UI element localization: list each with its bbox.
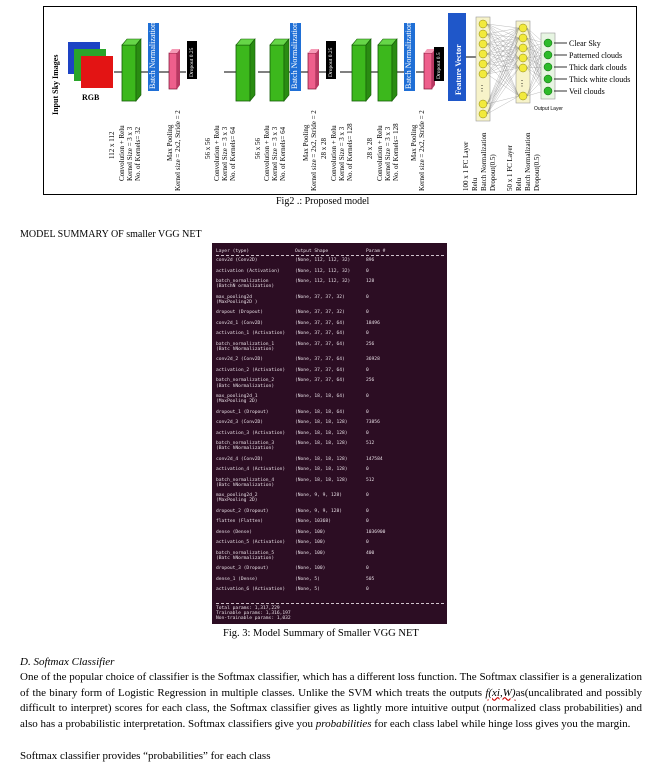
block1-pool-1: Max Pooling (166, 124, 174, 161)
fc1-label-1: 100 x 1 FC Layer (462, 141, 470, 191)
block2-conv-3: No. of Kernels= 64 (229, 126, 237, 181)
summary-cell-output-shape: (None, 18, 18, 128) (295, 456, 348, 462)
block3-conv-1: Convolution + Relu (263, 125, 271, 181)
summary-cell-params: 0 (366, 566, 369, 572)
summary-cell-params: 512 (366, 477, 375, 483)
summary-cell-layer: activation (Activation) (216, 268, 280, 274)
summary-cell-output-shape: (None, 112, 112, 32) (295, 279, 351, 284)
summary-cell-output-shape: (None, 100) (295, 540, 326, 546)
conv-block-4 (352, 39, 371, 101)
summary-cell-output-shape: (None, 18, 18, 128) (295, 441, 348, 446)
fc2-label-4: Dropout(0.5) (533, 154, 541, 191)
summary-cell-output-shape: (None, 37, 37, 32) (295, 310, 345, 316)
conv-block-5 (378, 39, 397, 101)
block1-size: 112 x 112 (108, 131, 116, 159)
input-label: Input Sky Images (51, 54, 60, 115)
summary-cell-output-shape: (None, 18, 18, 64) (295, 393, 345, 399)
summary-cell-params: 0 (366, 519, 369, 525)
summary-cell-params: 0 (366, 430, 369, 436)
rgb-red-square (81, 56, 113, 88)
block5-conv-3: No. of Kernels= 128 (392, 123, 400, 181)
summary-cell-params: 0 (366, 540, 369, 546)
batch-norm-label-1: Batch Normalization (148, 22, 157, 89)
class-label-thick-white-clouds: Thick white clouds (569, 75, 631, 84)
summary-cell-output-shape: (None, 112, 112, 32) (295, 268, 351, 274)
block2-conv-1: Convolution + Relu (213, 125, 221, 181)
summary-cell-layer: flatten (Flatten) (216, 519, 264, 525)
dropout-bar-2 (326, 41, 336, 79)
summary-cell-layer: conv2d_3 (Conv2D) (216, 420, 264, 425)
summary-cell-layer: dropout_1 (Dropout) (216, 409, 269, 415)
summary-cell-params: 0 (366, 409, 369, 415)
summary-cell-layer: batch_normalization_3 (Batc hNormalization) (216, 441, 277, 452)
dropout-label-2: Dropout 0.25 (328, 47, 334, 77)
summary-cell-params: 0 (366, 508, 369, 514)
pool-block-2 (308, 49, 319, 89)
fig2-caption: Fig2 .: Proposed model (276, 196, 370, 207)
summary-cell-params: 0 (366, 268, 369, 274)
architecture-diagram (43, 6, 637, 195)
summary-cell-layer: conv2d (Conv2D) (216, 258, 258, 263)
summary-cell-output-shape: (None, 18, 18, 128) (295, 430, 348, 436)
summary-cell-params: 36928 (366, 357, 380, 363)
summary-cell-output-shape: (None, 37, 37, 64) (295, 331, 345, 337)
summary-cell-layer: batch_normalization_1 (Batc hNormalization) (216, 341, 277, 352)
summary-cell-params: 0 (366, 310, 369, 316)
summary-cell-params: 0 (366, 331, 369, 337)
class-label-clear-sky: Clear Sky (569, 39, 601, 48)
fc1-ellipsis: ⋮ (478, 84, 486, 93)
para-part-1: One of the popular choice of classifier is the Softmax classifier, which has a different loss function. The Softmax classifier is a generalization of the binary form of Logistic Regression in multiple classes. Unlike the SVM which treats the outputs (20, 671, 642, 699)
para-formula: f(xi,W) (485, 686, 516, 699)
class-label-veil-clouds: Veil clouds (569, 87, 605, 96)
dropout-bar-1 (187, 41, 197, 79)
summary-cell-output-shape: (None, 112, 112, 32) (295, 258, 351, 263)
conv-block-2 (236, 39, 255, 101)
summary-cell-params: 400 (366, 550, 375, 556)
para-part-2: as(uncalibrated and possibly difficult to interpret) scores for each class, the Softmax classifier gives as lightly more intuitive output (normalized class probabilities) and also has a probabilistic interpretation. Softmax classifiers give you (20, 686, 642, 730)
block1-conv-2: Kernel Size = 3 x 3 (126, 126, 134, 181)
summary-cell-output-shape: (None, 37, 37, 32) (295, 294, 345, 300)
rgb-label: RGB (82, 93, 100, 102)
summary-cell-layer: conv2d_2 (Conv2D) (216, 357, 264, 363)
summary-cell-params: 256 (366, 378, 375, 384)
fc2-label-2: Relu (515, 177, 523, 191)
summary-cell-layer: batch_normalization_4 (Batc hNormalization) (216, 477, 277, 488)
summary-cell-params: 147584 (366, 456, 383, 462)
fc1-label-3: Batch Normalization (480, 132, 488, 191)
header-output-shape: Output Shape (295, 249, 329, 254)
dropout-label-1: Dropout 0.25 (189, 47, 195, 77)
summary-cell-output-shape: (None, 18, 18, 128) (295, 420, 348, 425)
summary-cell-layer: activation_2 (Activation) (216, 367, 286, 373)
summary-cell-output-shape: (None, 9, 9, 128) (295, 508, 343, 514)
summary-cell-output-shape: (None, 37, 37, 64) (295, 367, 345, 373)
block4-conv-2: Kernel Size = 3 x 3 (338, 126, 346, 181)
block5-size: 28 x 28 (366, 138, 374, 159)
summary-cell-params: 0 (366, 587, 369, 593)
block3-pool-1: Max Pooling (302, 124, 310, 161)
summary-cell-output-shape: (None, 5) (295, 587, 320, 593)
block1-conv-1: Convolution + Relu (118, 125, 126, 181)
non-trainable-params: Non-trainable params: 1,032 (216, 616, 291, 621)
para-emphasis: probabilities (315, 717, 372, 730)
summary-cell-output-shape: (None, 100) (295, 550, 326, 556)
summary-cell-output-shape: (None, 10368) (295, 519, 331, 525)
summary-cell-output-shape: (None, 37, 37, 64) (295, 378, 345, 384)
summary-cell-layer: batch_normalization_5 (Batc hNormalization) (216, 550, 277, 561)
summary-cell-output-shape: (None, 37, 37, 64) (295, 320, 345, 326)
fc2-ellipsis: ⋮ (518, 79, 526, 88)
dropout-label-3: Dropout 0.5 (436, 52, 442, 79)
summary-cell-layer: activation_6 (Activation) (216, 587, 286, 593)
block5-conv-1: Convolution + Relu (376, 125, 384, 181)
summary-cell-output-shape: (None, 9, 9, 128) (295, 493, 343, 499)
summary-cell-params: 1036900 (366, 529, 386, 535)
summary-cell-params: 512 (366, 441, 375, 446)
summary-cell-params: 0 (366, 294, 369, 300)
header-params: Param # (366, 249, 386, 254)
fc1-label-2: Relu (471, 177, 479, 191)
block5-conv-2: Kernel Size = 3 x 3 (384, 126, 392, 181)
summary-cell-layer: dense_1 (Dense) (216, 576, 258, 582)
batch-norm-bar-2 (290, 23, 301, 91)
batch-norm-bar-3 (404, 23, 415, 91)
batch-norm-label-2: Batch Normalization (290, 22, 299, 89)
summary-cell-output-shape: (None, 37, 37, 64) (295, 357, 345, 363)
summary-cell-params: 505 (366, 576, 375, 582)
summary-cell-layer: max_pooling2d (MaxPooling2D ) (216, 294, 258, 305)
softmax-note: Softmax classifier provides “probabilities” for each class (20, 750, 271, 762)
block3-pool-2: Kernel size = 2x2, Stride = 2 (310, 110, 318, 191)
summary-cell-layer: activation_1 (Activation) (216, 331, 286, 337)
header-rule (216, 255, 444, 256)
summary-cell-layer: conv2d_4 (Conv2D) (216, 456, 264, 462)
section-heading: D. Softmax Classifier (20, 656, 115, 668)
summary-cell-layer: dropout_3 (Dropout) (216, 566, 269, 572)
summary-cell-layer: dropout (Dropout) (216, 310, 264, 316)
summary-cell-params: 73856 (366, 420, 380, 425)
summary-cell-output-shape: (None, 18, 18, 128) (295, 477, 348, 483)
fc2-label-1: 50 x 1 FC Layer (506, 145, 514, 191)
block1-pool-2: Kernel size = 2x2, Stride = 2 (174, 110, 182, 191)
footer-rule (216, 603, 444, 604)
summary-cell-params: 18496 (366, 320, 380, 326)
total-params: Total params: 1,317,229 (216, 606, 280, 611)
block3-conv-2: Kernel Size = 3 x 3 (271, 126, 279, 181)
batch-norm-bar-1 (148, 23, 159, 91)
summary-cell-params: 256 (366, 341, 375, 347)
summary-cell-output-shape: (None, 37, 37, 64) (295, 341, 345, 347)
block2-size: 56 x 56 (204, 138, 212, 159)
summary-cell-output-shape: (None, 100) (295, 529, 326, 535)
model-summary-heading: MODEL SUMMARY OF smaller VGG NET (20, 229, 202, 240)
fc2-label-3: Batch Normalization (524, 132, 532, 191)
summary-cell-layer: activation_3 (Activation) (216, 430, 286, 436)
block4-conv-1: Convolution + Relu (330, 125, 338, 181)
block1-conv-3: No. of Kernels= 32 (134, 126, 142, 181)
summary-cell-layer: activation_5 (Activation) (216, 540, 286, 546)
summary-cell-params: 0 (366, 367, 369, 373)
batch-norm-label-3: Batch Normalization (404, 22, 413, 89)
summary-cell-params: 0 (366, 467, 369, 473)
summary-cell-layer: dropout_2 (Dropout) (216, 508, 269, 514)
summary-cell-layer: max_pooling2d_1 (MaxPooling 2D) (216, 393, 261, 405)
summary-cell-layer: max_pooling2d_2 (MaxPooling 2D) (216, 493, 261, 504)
summary-cell-layer: batch_normalization (BatchN ormalization) (216, 279, 275, 290)
pool-block-1 (169, 49, 180, 89)
class-label-patterned-clouds: Patterned clouds (569, 51, 623, 60)
softmax-paragraph (20, 670, 642, 732)
summary-cell-params: 0 (366, 393, 369, 399)
summary-cell-params: 0 (366, 493, 369, 499)
block5-pool-2: Kernel size = 2x2, Stride = 2 (418, 110, 426, 191)
block2-conv-2: Kernel Size = 3 x 3 (221, 126, 229, 181)
summary-cell-output-shape: (None, 100) (295, 566, 326, 572)
fig3-caption: Fig. 3: Model Summary of Smaller VGG NET (223, 628, 419, 639)
header-layer: Layer (type) (216, 249, 250, 254)
output-layer-label: Output Layer (534, 106, 563, 112)
conv-block-3 (270, 39, 289, 101)
summary-cell-layer: conv2d_1 (Conv2D) (216, 320, 264, 326)
block4-conv-3: No. of Kernels= 128 (346, 123, 354, 181)
fc-connections (487, 24, 544, 114)
summary-cell-layer: batch_normalization_2 (Batc hNormalization) (216, 378, 277, 389)
summary-cell-params: 128 (366, 279, 375, 284)
class-label-thick-dark-clouds: Thick dark clouds (569, 63, 627, 72)
block5-pool-1: Max Pooling (410, 124, 418, 161)
summary-cell-output-shape: (None, 18, 18, 128) (295, 467, 348, 473)
para-part-3: for each class label while hinge loss gives you the margin. (371, 717, 631, 730)
summary-cell-output-shape: (None, 18, 18, 64) (295, 409, 345, 415)
fc1-label-4: Dropout(0.5) (489, 154, 497, 191)
block3-size: 56 x 56 (254, 138, 262, 159)
summary-cell-layer: activation_4 (Activation) (216, 467, 286, 473)
conv-block-1 (122, 39, 141, 101)
class-arrows (554, 43, 567, 91)
summary-cell-output-shape: (None, 5) (295, 576, 320, 582)
feature-vector-label: Feature Vector (454, 44, 463, 95)
block3-conv-3: No. of Kernels= 64 (279, 126, 287, 181)
block4-size: 28 x 28 (320, 138, 328, 159)
model-summary-terminal (212, 243, 447, 624)
dropout-bar-3 (434, 47, 444, 81)
summary-cell-params: 896 (366, 258, 375, 263)
summary-cell-layer: dense (Dense) (216, 529, 252, 535)
trainable-params: Trainable params: 1,316,197 (216, 611, 291, 616)
